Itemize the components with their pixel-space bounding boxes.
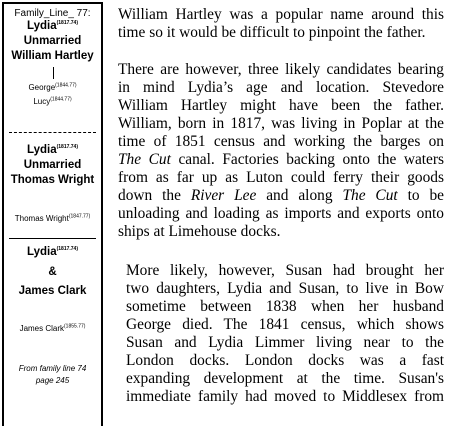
family-line-sidebar (2, 2, 103, 426)
divider (9, 238, 96, 239)
paragraph-2-line: down the River Lee and along The Cut to be (118, 187, 444, 204)
status-unmarried-1: Unmarried (23, 35, 82, 47)
paragraph-2-line: There are however, three likely candidates bearing (118, 61, 444, 78)
paragraph-3-line: two daughters, Lydia and Susan, to live in Bow (126, 280, 444, 297)
partner-james-clark: James Clark (18, 285, 87, 297)
paragraph-2-line: in mind Lydia’s age and location. Stevedore (118, 79, 444, 96)
person-lydia-1: Lydia$^{(1817.74)}$ (26, 20, 78, 32)
partner-william-hartley: William Hartley (11, 50, 94, 62)
family-line-header: Family_Line_ 77: (14, 8, 91, 19)
paragraph-2-line: William Hartley might have been the father. (118, 97, 444, 114)
ampersand: & (48, 266, 57, 278)
paragraph-2-line: William, born in 1817, was living in Poplar at the (118, 115, 444, 132)
paragraph-2-line: from as far up as Luton could ferry their goods (118, 169, 444, 186)
child-george: George$^{(1844.77)}$ (28, 82, 77, 92)
person-lydia-3: Lydia$^{(1817.74)}$ (26, 246, 78, 258)
paragraph-2-line: ships at Limehouse docks. (118, 223, 281, 240)
paragraph-3-line: sometime between 1838 when her husband (126, 298, 444, 315)
paragraph-3-line: London docks. London docks was a fast (126, 352, 444, 369)
source-note-line2: page 245 (35, 376, 70, 385)
child-james-clark: James Clark$^{(1855.77)}$ (19, 323, 86, 333)
paragraph-2-line: unloading and loading as imports and exports onto (118, 205, 444, 222)
child-lucy: Lucy$^{(1844.77)}$ (33, 96, 72, 106)
paragraph-3-line: expanding development at the time. Susan's (126, 370, 444, 387)
paragraph-3-line: More likely, however, Susan had brought her (126, 262, 444, 279)
status-unmarried-2: Unmarried (23, 159, 82, 171)
paragraph-3-line: immediate family had moved to Middlesex from (126, 388, 444, 405)
paragraph-2-line: time of 1851 census and working the barges on (118, 133, 444, 150)
paragraph-1-line: time so it would be difficult to pinpoint the father. (118, 24, 426, 41)
source-note-line1: From family line 74 (18, 364, 87, 373)
paragraph-1-line: William Hartley was a popular name around this (118, 6, 444, 23)
child-thomas-wright: Thomas Wright$^{(1847.77)}$ (14, 213, 91, 223)
paragraph-3-line: Susan and Lydia Limmer living near to the (126, 334, 444, 351)
paragraph-2-line: The Cut canal. Factories backing onto the waters (118, 151, 445, 168)
descent-line (53, 67, 54, 79)
divider (9, 132, 96, 133)
paragraph-3-line: George died. The 1841 census, which shows (126, 316, 444, 333)
person-lydia-2: Lydia$^{(1817.74)}$ (26, 144, 78, 156)
partner-thomas-wright: Thomas Wright (10, 174, 95, 186)
